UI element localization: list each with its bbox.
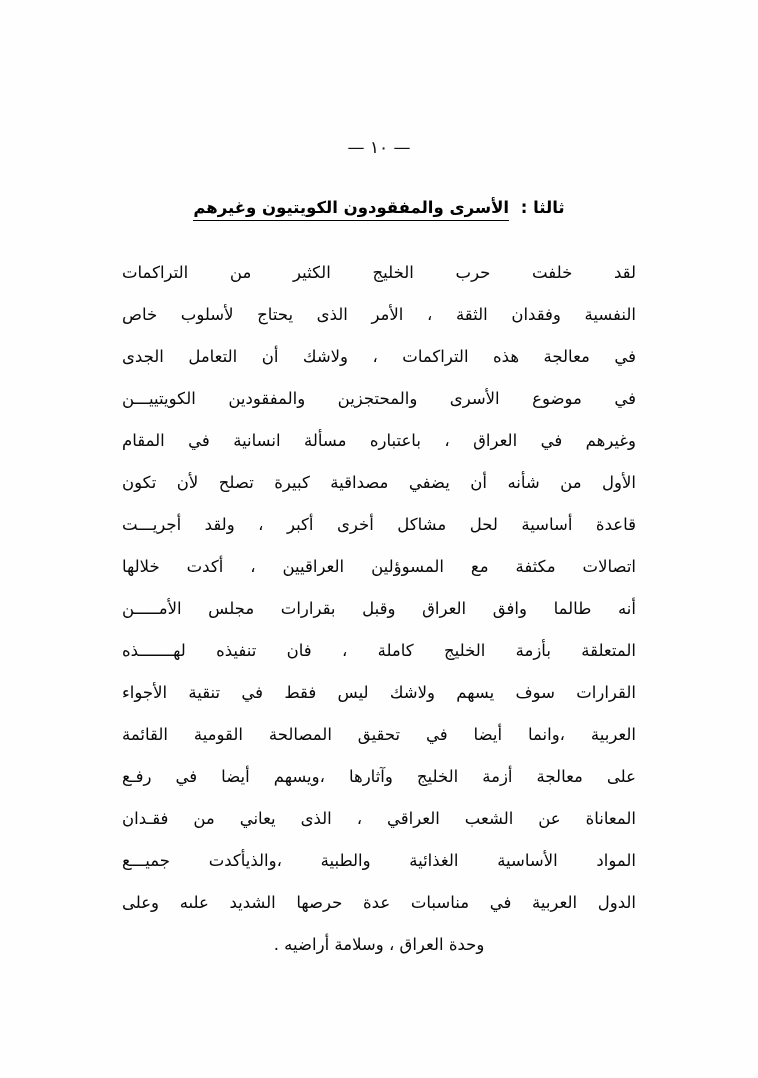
text-line: في موضوع الأسرى والمحتجزين والمفقودين الكويتييـــن [122, 389, 636, 408]
section-heading-label: ثالثا : [520, 198, 565, 217]
text-line: الدول العربية في مناسبات عدة حرصها الشديد علىه وعلى [122, 893, 636, 912]
text-line: أنه طالما وافق العراق وقبل بقرارات مجلس الأمـــــن [122, 599, 636, 618]
text-line: وحدة العراق ، وسلامة أراضيه . [273, 935, 485, 954]
body-text [122, 252, 636, 966]
page-number: — ١٠ — [347, 138, 411, 158]
text-line: الأول من شأنه أن يضفي مصداقية كبيرة تصلح لأن تكون [122, 473, 636, 492]
text-line: القرارات سوف يسهم ولاشك ليس فقط في تنقية الأجواء [122, 683, 636, 702]
section-heading [118, 198, 640, 221]
paragraph [122, 252, 636, 966]
text-line: العربية ،وانما أيضا في تحقيق المصالحة القومية القائمة [122, 725, 636, 744]
text-line: لقد خلفت حرب الخليج الكثير من التراكمات [122, 263, 636, 282]
text-line: في معالجة هذه التراكمات ، ولاشك أن التعامل الجدى [122, 347, 636, 366]
text-line: المواد الأساسية الغذائية والطبية ،والذيأكدت جميـــع [122, 851, 636, 870]
text-line: على معالجة أزمة الخليج وآثارها ،ويسهم أيضا في رفـع [122, 767, 636, 786]
section-heading-title: الأسرى والمفقودون الكويتيون وغيرهم [193, 198, 509, 221]
text-line: قاعدة أساسية لحل مشاكل أخرى أكبر ، ولقد أجريـــت [122, 515, 636, 534]
text-line: المعاناة عن الشعب العراقي ، الذى يعاني من فقـدان [122, 809, 636, 828]
text-line: النفسية وفقدان الثقة ، الأمر الذى يحتاج لأسلوب خاص [122, 305, 636, 324]
text-line: المتعلقة بأزمة الخليج كاملة ، فان تنفيذه لهـــــــذه [122, 641, 636, 660]
text-line: اتصالات مكثفة مع المسوؤلين العراقيين ، أكدت خلالها [122, 557, 636, 576]
text-line: وغيرهم في العراق ، باعتباره مسألة انسانية في المقام [122, 431, 636, 450]
